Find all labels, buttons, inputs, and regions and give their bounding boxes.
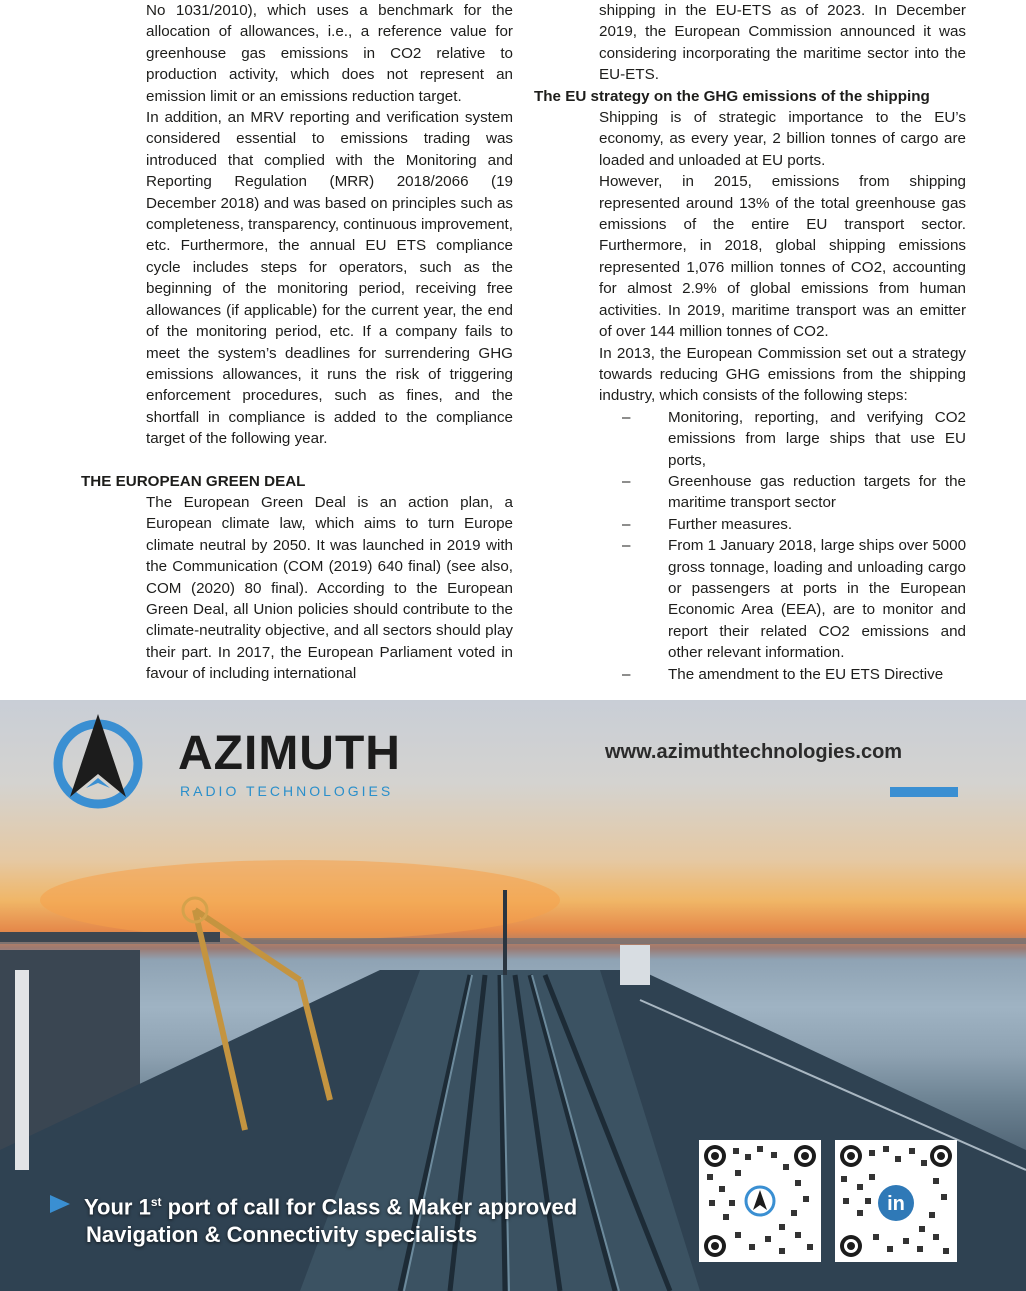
website-link[interactable]: www.azimuthtechnologies.com	[605, 741, 903, 763]
tagline-text-a: Your 1	[84, 1194, 151, 1220]
list-item: – Further measures.	[622, 514, 966, 535]
right-paragraph-4: In 2013, the European Commission set out a strategy towards reducing GHG emissions from the shipping industry, which consists of the following steps:	[599, 344, 966, 405]
linkedin-label: in	[887, 1193, 905, 1215]
right-paragraph-1: shipping in the EU-ETS as of 2023. In December 2019, the European Commission announced it was considering incorporating the maritime sector into the EU-ETS.	[599, 2, 966, 84]
play-triangle-icon	[50, 1195, 70, 1213]
tagline-superscript: st	[150, 1195, 162, 1209]
linkedin-badge	[876, 1183, 916, 1223]
left-paragraph-2: In addition, an MRV reporting and verification system considered essential to emissions trading was introduced that complied with the Monitoring and Reporting Regulation (MRR) 2018/2066 (19 December 2018) and was based on principles such as completeness, transparency, continuous improvement, etc. Furthermore, the annual EU ETS compliance cycle includes steps for operators, such as the beginning of the monitoring period, receiving free allowances (if applicable) for the current year, the end of the monitoring period, etc. If a company fails to meet the system’s deadlines for surrendering GHG emissions allowances, it runs the risk of triggering enforcement procedures, such as fines, and the shortfall in compliance is added to the compliance target of the following year.	[146, 109, 513, 448]
left-column	[81, 0, 513, 685]
strategy-steps-list	[534, 407, 966, 685]
list-item: – Greenhouse gas reduction targets for the maritime transport sector	[622, 471, 966, 514]
left-paragraph-3: The European Green Deal is an action plan, a European climate law, which aims to turn Europe climate neutral by 2050. It was launched in 2019 with the Communication (COM (2019) 640 final) (see also, COM (2020) 80 final). According to the European Green Deal, all Union policies should contribute to the climate-neutrality objective, and all sectors should play their part. In 2017, the European Parliament voted in favour of including international	[146, 493, 513, 683]
azimuth-advertisement[interactable]	[0, 700, 1026, 1291]
accent-bar	[890, 787, 958, 797]
list-item: – Monitoring, reporting, and verifying CO2 emissions from large ships that use EU ports,	[622, 407, 966, 471]
qr-code-icon	[699, 1140, 821, 1262]
right-column	[534, 0, 966, 685]
tagline-line-2: Navigation & Connectivity specialists	[86, 1222, 478, 1248]
list-item: – The amendment to the EU ETS Directive	[622, 664, 966, 685]
right-paragraph-2: Shipping is of strategic importance to the EU’s economy, as every year, 2 billion tonnes of cargo are loaded and unloaded at EU ports.	[599, 109, 966, 169]
left-paragraph-1: No 1031/2010), which uses a benchmark for the allocation of allowances, i.e., a reference value for greenhouse gas emissions in CO2 relative to production activity, which does not represent an emission limit or an emissions reduction target.	[146, 2, 513, 105]
website-qr-code[interactable]	[699, 1140, 821, 1262]
list-item: – From 1 January 2018, large ships over 5000 gross tonnage, loading and unloading cargo or passengers at ports in the European Economic Area (EEA), are to monitor and report their related CO2 emissions and other relevant information.	[622, 535, 966, 663]
section-heading-eu-strategy: The EU strategy on the GHG emissions of the shipping	[534, 87, 930, 105]
right-paragraph-3: However, in 2015, emissions from shipping represented around 13% of the total greenhouse gas emissions of the entire EU transport sector. Furthermore, in 2018, global shipping emissions represented 1,076 million tonnes of CO2, accounting for almost 2.9% of global emissions from human activities. In 2019, maritime transport was an emitter of over 144 million tonnes of CO2.	[599, 173, 966, 341]
brand-subtitle: RADIO TECHNOLOGIES	[180, 783, 394, 799]
azimuth-logo-icon	[48, 712, 158, 812]
brand-name: AZIMUTH	[178, 727, 401, 780]
tagline-text-b: port of call for Class & Maker approved	[161, 1194, 578, 1220]
ad-tagline	[50, 1188, 577, 1249]
section-heading-green-deal: THE EUROPEAN GREEN DEAL	[81, 472, 306, 490]
